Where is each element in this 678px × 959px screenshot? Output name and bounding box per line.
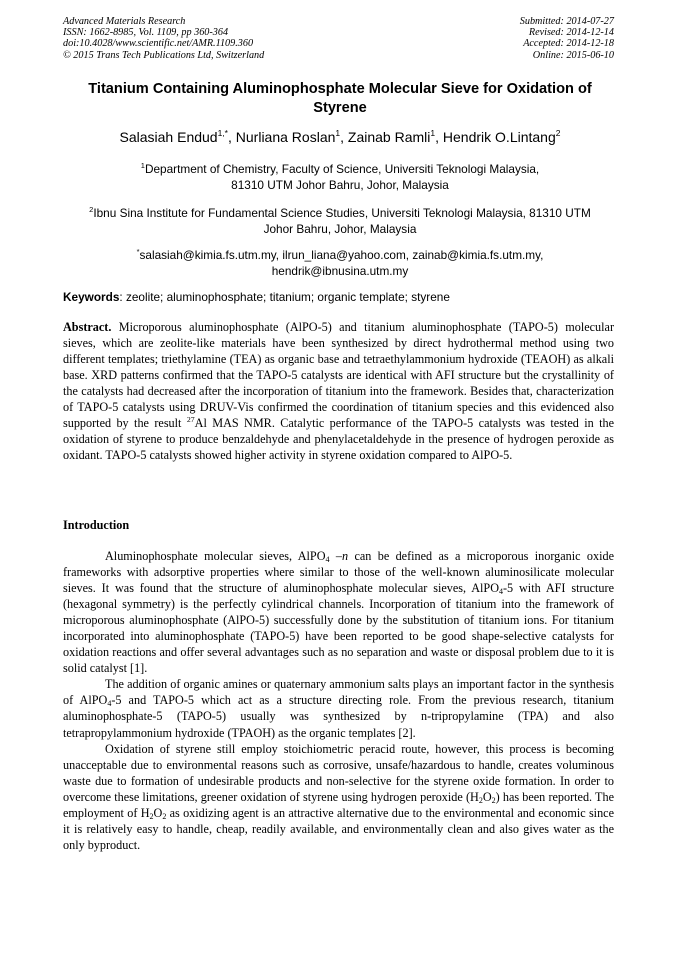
email-line[interactable]: hendrik@ibnusina.utm.my [271, 264, 409, 279]
author-affiliation-mark: 1,* [217, 128, 228, 138]
affiliation-line: Ibnu Sina Institute for Fundamental Science Studies, Universiti Teknologi Malaysia, 81310 UTM [93, 206, 591, 220]
journal-header-left [63, 16, 264, 61]
subscript: 4 [107, 699, 112, 709]
date-submitted: Submitted: 2014-07-27 [519, 16, 614, 27]
paragraph-text: O [482, 789, 492, 804]
journal-doi[interactable]: doi:10.4028/www.scientific.net/AMR.1109.360 [63, 38, 254, 50]
journal-header-right [520, 16, 614, 61]
paragraph-text: The addition of organic amines or quaternary ammonium salts plays an important factor in the synthesis of AlPO [63, 677, 614, 708]
journal-name: Advanced Materials Research [63, 16, 186, 27]
affiliation-1 [50, 161, 630, 194]
affiliation-number: 2 [89, 205, 94, 214]
affiliation-2 [50, 205, 630, 238]
journal-copyright: © 2015 Trans Tech Publications Ltd, Switzerland [63, 49, 265, 61]
keywords [63, 289, 615, 305]
author-name: Zainab Ramli [347, 129, 431, 145]
affiliation-line: 81310 UTM Johor Bahru, Johor, Malaysia [231, 178, 449, 193]
isotope-superscript: 27 [186, 415, 195, 425]
keywords-label: Keywords [63, 290, 120, 304]
paragraph-text: Aluminophosphate molecular sieves, AlPO [105, 549, 326, 563]
date-online: Online: 2015-06-10 [532, 49, 614, 61]
paper-title: Titanium Containing Aluminophosphate Molecular Sieve for Oxidation of Styrene [88, 81, 592, 116]
paragraph-text: – [329, 549, 342, 563]
date-revised: Revised: 2014-12-14 [528, 27, 614, 39]
author-affiliation-mark: 2 [555, 128, 561, 138]
section-heading-introduction: Introduction [63, 518, 130, 532]
corresponding-mark: * [136, 247, 140, 256]
author-name: Hendrik O.Lintang [442, 129, 556, 145]
paragraph-text: -5 and TAPO-5 which act as a structure directing role. From the previous research, titanium aluminophosphate-5 (TAPO-5) usually was synthesized by n-tripropylamine (TPA) and also tetrapropylammonium hydroxide (TPAOH) as the organic templates [2]. [63, 693, 614, 740]
affiliation-line: Johor Bahru, Johor, Malaysia [263, 222, 417, 237]
date-accepted: Accepted: 2014-12-18 [523, 38, 614, 50]
subscript: 4 [325, 555, 330, 564]
introduction-body [63, 548, 614, 853]
abstract-text: Microporous aluminophosphate (AlPO-5) and titanium aluminophosphate (TAPO-5) molecular sieves, which are zeolite-like materials have been synthesized by direct hydrothermal method using two different templates; triethylamine (TEA) as organic base and tetraethylammonium hydroxide (TEAOH) as alkali base. XRD patterns confirmed that the TAPO-5 catalysts are identical with AFI structure but the crystallinity of the catalysts had decreased after the incorporation of titanium into the framework. Besides that, characterization of TAPO-5 catalysts using DRUV-Vis confirmed the coordination of titanium species and this evidenced also supported by the result [63, 320, 614, 431]
subscript: 2 [149, 811, 154, 821]
subscript: 2 [478, 795, 483, 805]
email-line[interactable]: salasiah@kimia.fs.utm.my, ilrun_liana@yahoo.com, zainab@kimia.fs.utm.my, [139, 248, 544, 262]
paragraph [63, 676, 614, 740]
affiliation-line: Department of Chemistry, Faculty of Science, Universiti Teknologi Malaysia, [144, 162, 540, 176]
abstract [63, 319, 614, 463]
paragraph-text: as oxidizing agent is an attractive alternative due to the environmental and economic since it is relatively easy to handle, cheap, readily available, and environmentally clean and also gives water as the only byproduct. [63, 805, 614, 852]
subscript: 2 [162, 811, 167, 821]
paragraph-text: O [153, 805, 163, 820]
author-name: Nurliana Roslan [235, 129, 336, 145]
affiliation-number: 1 [140, 161, 145, 170]
keywords-text: : zeolite; aluminophosphate; titanium; organic template; styrene [119, 290, 450, 304]
author-name: Salasiah Endud [119, 129, 218, 145]
paragraph [63, 548, 614, 676]
subscript: 2 [491, 795, 496, 805]
author-list: Salasiah Endud$^{1,*}$, Nurliana Roslan$^1$, Zainab Ramli$^1$, Hendrik O.Lintang$^2$ [119, 128, 561, 145]
author-emails [50, 247, 630, 280]
abstract-text: Al MAS NMR. Catalytic performance of the TAPO-5 catalysts was tested in the oxidation of styrene to produce benzaldehyde and phenylacetaldehyde in the presence of hydrogen peroxide as oxidant. TAPO-5 catalysts showed higher activity in styrene oxidation compared to AlPO-5. [63, 416, 614, 463]
paragraph-text: -5 with AFI structure (hexagonal symmetry) is the perfectly cylindrical channels. Incorporation of titanium into the framework of microporous aluminophosphate (AlPO-5) successfully done by the substitution of titanium ions. For titanium incorporated into aluminophosphate (TAPO-5) have been reported to be good shape-selective catalysts for oxidation reactions and offer several advantages such as no separation and waste or disposal problem due to it is solid catalyst [1]. [63, 581, 614, 676]
subscript: 4 [499, 587, 503, 597]
italic-variable: n [341, 549, 349, 563]
journal-issn: ISSN: 1662-8985, Vol. 1109, pp 360-364 [63, 27, 229, 39]
paragraph [63, 741, 614, 853]
abstract-label: Abstract. [63, 320, 112, 334]
paragraph-text: can be defined as a microporous inorganic oxide frameworks with adsorptive properties where similar to those of the well-known aluminosilicate molecular sieves. It was found that the structure of aluminophosphate molecular sieves, AlPO [63, 549, 615, 596]
paragraph-text: ) has been reported. The employment of H [63, 789, 614, 820]
paragraph-text: Oxidation of styrene still employ stoichiometric peracid route, however, this process is becoming unacceptable due to environmental reasons such as corrosive, unsafe/hazardous to handle, creates voluminous waste due to formation of undesirable products and non-selective for the styrene oxide formation. In order to overcome these limitations, greener oxidation of styrene using hydrogen peroxide (H [63, 741, 614, 804]
author-affiliation-mark: 1 [335, 128, 341, 138]
author-affiliation-mark: 1 [430, 128, 436, 138]
